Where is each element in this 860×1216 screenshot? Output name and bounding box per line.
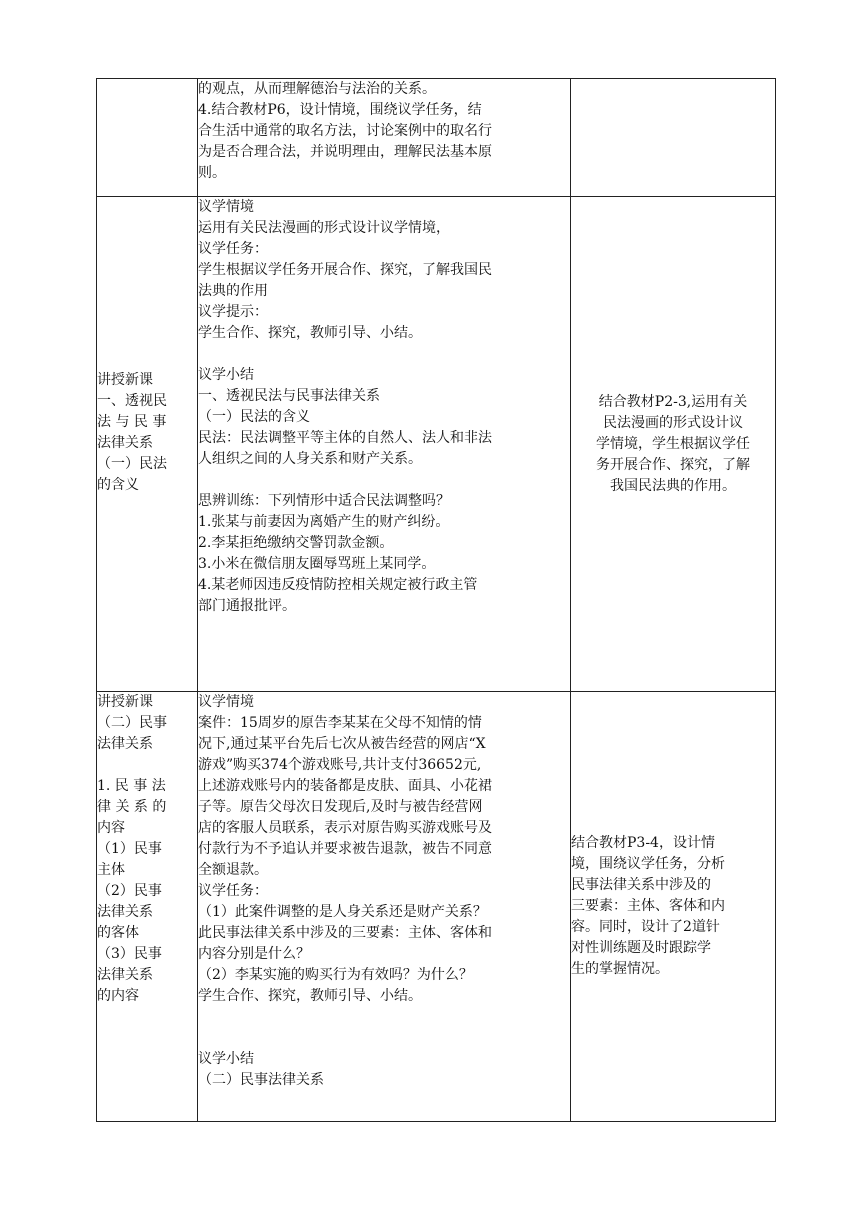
- text-line: 学生根据议学任务开展合作、探究，了解我国民: [198, 262, 492, 278]
- text-line: （二）民事: [97, 715, 167, 731]
- text-line: （一）民法: [97, 456, 167, 472]
- text-line: [198, 1007, 570, 1028]
- text-line: 则。: [198, 165, 226, 181]
- text-line: 议学任务：: [198, 883, 268, 899]
- text-line: 结合教材P2-3,运用有关: [598, 393, 748, 410]
- row1-topic-cell: [97, 79, 198, 197]
- text-line: 对性训练题及时跟踪学: [571, 940, 711, 956]
- text-line: 讲授新课: [97, 372, 153, 388]
- text-line: 务开展合作、探究，了解: [596, 456, 750, 473]
- text-line: 全额退款。: [198, 862, 268, 878]
- text-line: 议学任务：: [198, 241, 268, 257]
- text-line: 讲授新课: [97, 694, 153, 710]
- row3-topic-cell: [97, 692, 198, 1122]
- text-line: 付款行为不予追认并要求被告退款，被告不同意: [198, 841, 492, 857]
- text-line: 子等。原告父母次日发现后,及时与被告经营网: [198, 799, 483, 815]
- text-line: 法典的作用: [198, 283, 268, 299]
- text-line: 况下,通过某平台先后七次从被告经营的网店“X: [198, 736, 486, 752]
- text-line: （1）民事: [97, 841, 162, 857]
- text-line: 民事法律关系中涉及的: [571, 877, 711, 893]
- text-line: 法律关系: [97, 967, 153, 983]
- text-line: （2）民事: [97, 883, 162, 899]
- row1-design-cell: [571, 79, 776, 197]
- text-line: 内容: [97, 820, 125, 836]
- text-line: 1. 民 事 法: [97, 778, 166, 794]
- text-line: 生的掌握情况。: [571, 961, 669, 977]
- text-line: 学生合作、探究，教师引导、小结。: [198, 325, 422, 341]
- row3-design-cell: [571, 692, 776, 1122]
- text-line: 议学情境: [198, 199, 254, 215]
- text-line: 此民事法律关系中涉及的三要素：主体、客体和: [198, 925, 492, 941]
- text-line: 法律关系: [97, 435, 153, 451]
- text-line: 的客体: [97, 925, 139, 941]
- text-line: 内容分别是什么？: [198, 946, 310, 962]
- text-line: [198, 344, 570, 365]
- text-line: 法律关系: [97, 904, 153, 920]
- text-line: 1.张某与前妻因为离婚产生的财产纠纷。: [198, 514, 450, 530]
- text-line: 的观点，从而理解德治与法治的关系。: [198, 81, 436, 97]
- row2-topic-cell: [97, 197, 198, 692]
- text-line: （一）民法的含义: [198, 409, 310, 425]
- text-line: [198, 1028, 570, 1049]
- row1-activity-cell: [198, 79, 571, 197]
- text-line: 3.小米在微信朋友圈辱骂班上某同学。: [198, 556, 436, 572]
- text-line: 容。同时，设计了2道针: [571, 919, 720, 935]
- text-line: 学生合作、探究，教师引导、小结。: [198, 988, 422, 1004]
- text-line: 法律关系: [97, 736, 153, 752]
- text-line: （二）民事法律关系: [198, 1072, 324, 1088]
- table-row: [97, 197, 776, 692]
- table-row: [97, 79, 776, 197]
- text-line: 4.某老师因违反疫情防控相关规定被行政主管: [198, 577, 478, 593]
- text-line: （1）此案件调整的是人身关系还是财产关系？: [198, 904, 487, 920]
- text-line: 4.结合教材P6，设计情境，围绕议学任务，结: [198, 102, 482, 118]
- text-line: 店的客服人员联系，表示对原告购买游戏账号及: [198, 820, 492, 836]
- text-line: 议学小结: [198, 1051, 254, 1067]
- text-line: 部门通报批评。: [198, 598, 296, 614]
- text-line: 议学情境: [198, 694, 254, 710]
- text-line: 结合教材P3-4，设计情: [571, 835, 715, 851]
- text-line: 思辨训练：下列情形中适合民法调整吗？: [198, 493, 450, 509]
- text-line: 学情境，学生根据议学任: [596, 435, 750, 452]
- text-line: 案件：15周岁的原告李某某在父母不知情的情: [198, 715, 482, 731]
- text-line: （2）李某实施的购买行为有效吗？为什么？: [198, 967, 473, 983]
- lesson-plan-table: [96, 78, 776, 1122]
- table-row: [97, 692, 776, 1122]
- text-line: 一、透视民: [97, 393, 167, 409]
- text-line: 民法：民法调整平等主体的自然人、法人和非法: [198, 430, 492, 446]
- text-line: 律 关 系 的: [97, 799, 167, 815]
- text-line: （3）民事: [97, 946, 162, 962]
- row2-design-cell: [571, 197, 776, 692]
- text-line: 合生活中通常的取名方法，讨论案例中的取名行: [198, 123, 492, 139]
- text-line: 境，围绕议学任务，分析: [571, 856, 725, 872]
- text-line: 的含义: [97, 477, 139, 493]
- text-line: 人组织之间的人身关系和财产关系。: [198, 451, 422, 467]
- text-line: 运用有关民法漫画的形式设计议学情境，: [198, 220, 450, 236]
- text-line: 一、透视民法与民事法律关系: [198, 388, 380, 404]
- text-line: 议学小结: [198, 367, 254, 383]
- text-line: 三要素：主体、客体和内: [571, 898, 725, 914]
- row2-activity-cell: [198, 197, 571, 692]
- text-line: 2.李某拒绝缴纳交警罚款金额。: [198, 535, 394, 551]
- text-line: 法 与 民 事: [97, 414, 167, 430]
- text-line: 主体: [97, 862, 125, 878]
- text-line: 游戏”购买374个游戏账号,共计支付36652元,: [198, 757, 482, 773]
- text-line: 为是否合理合法，并说明理由，理解民法基本原: [198, 144, 492, 160]
- text-line: 我国民法典的作用。: [610, 477, 736, 494]
- text-line: [97, 755, 197, 776]
- text-line: [198, 470, 570, 491]
- text-line: 上述游戏账号内的装备都是皮肤、面具、小花裙: [198, 778, 492, 794]
- text-line: 的内容: [97, 988, 139, 1004]
- text-line: 民法漫画的形式设计议: [603, 414, 743, 431]
- text-line: 议学提示：: [198, 304, 268, 320]
- row3-activity-cell: [198, 692, 571, 1122]
